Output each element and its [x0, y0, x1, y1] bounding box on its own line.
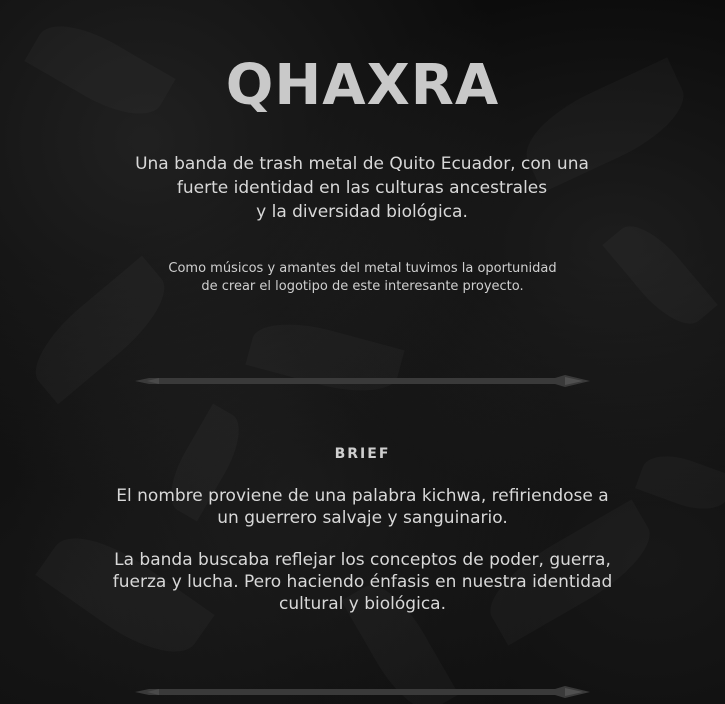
page-title: QHAXRA	[225, 53, 500, 118]
brief-line: un guerrero salvaje y sanguinario.	[217, 508, 508, 528]
brief-paragraph-2	[100, 549, 625, 615]
brief-heading: BRIEF	[334, 446, 391, 462]
brief-line: cultural y biológica.	[278, 594, 446, 614]
brief-paragraph-1	[100, 485, 625, 529]
intro-note-line: Como músicos y amantes del metal tuvimos la oportunidad	[168, 261, 557, 276]
intro-lead	[112, 152, 612, 224]
intro-lead-line: y la diversidad biológica.	[256, 202, 468, 222]
arrow-divider-bottom	[135, 686, 590, 698]
brief-line: La banda buscaba reflejar los conceptos de poder, guerra,	[114, 550, 611, 570]
intro-lead-line: Una banda de trash metal de Quito Ecuador, con una	[135, 154, 589, 174]
intro-note	[140, 260, 585, 296]
intro-lead-line: fuerte identidad en las culturas ancestrales	[176, 178, 548, 198]
arrow-divider	[135, 375, 590, 387]
brief-line: El nombre proviene de una palabra kichwa, refiriendose a	[116, 486, 609, 506]
intro-note-line: de crear el logotipo de este interesante proyecto.	[201, 279, 524, 294]
brief-line: fuerza y lucha. Pero haciendo énfasis en nuestra identidad	[112, 572, 613, 592]
